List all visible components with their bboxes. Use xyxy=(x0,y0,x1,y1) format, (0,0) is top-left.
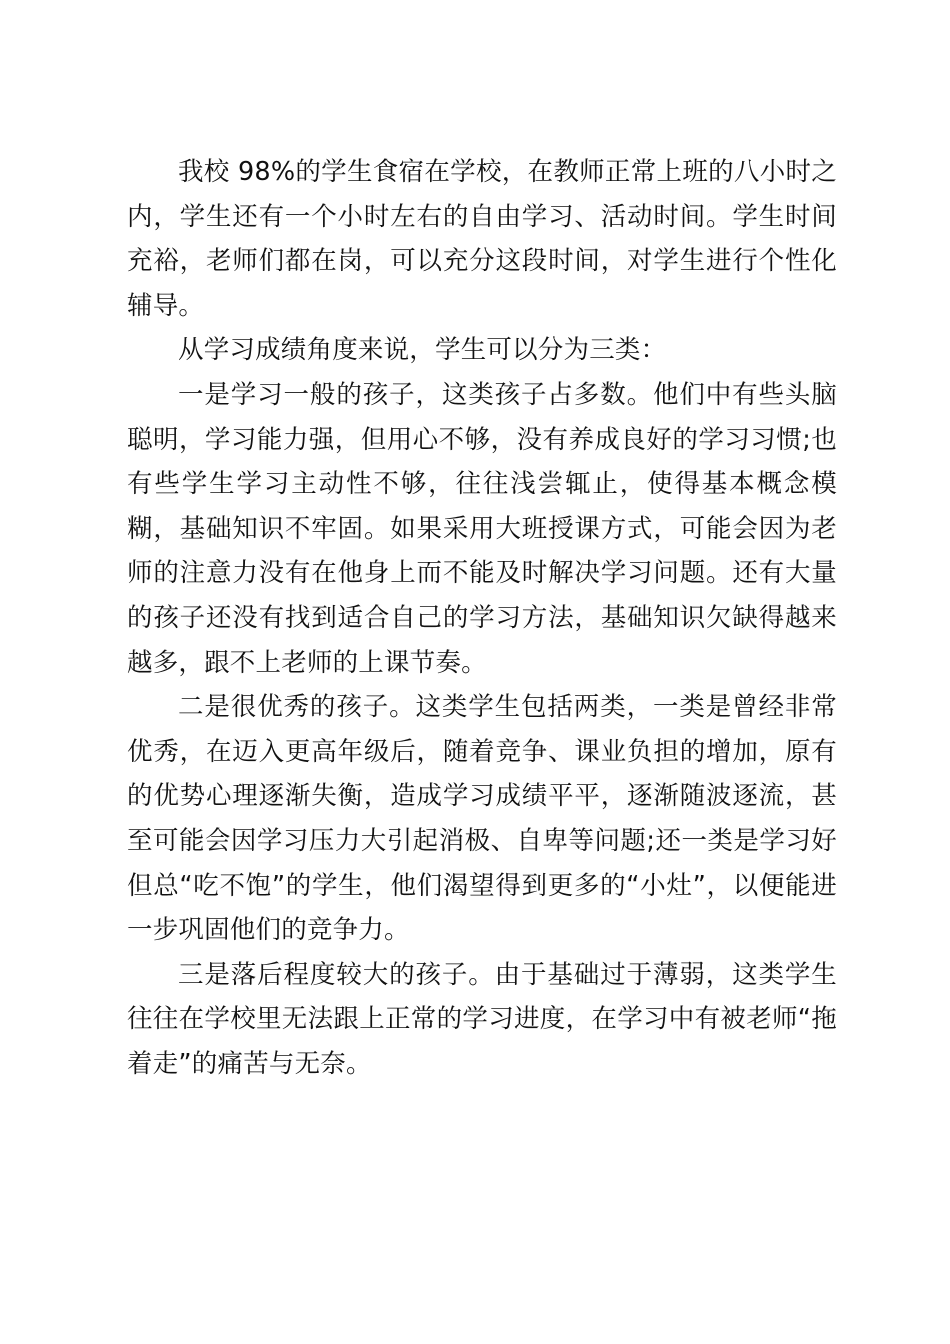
paragraph-three-categories-intro: 从学习成绩角度来说，学生可以分为三类： xyxy=(178,335,667,366)
paragraph-individual-tutoring-time: 我校 98%的学生食宿在学校，在教师正常上班的八小时之内，学生还有一个小时左右的自由学习、活动时间。学生时间充裕，老师们都在岗，可以充分这段时间，对学生进行个性化辅导。 xyxy=(127,157,837,321)
document-body xyxy=(127,150,837,1086)
paragraph-excellent-students: 二是很优秀的孩子。这类学生包括两类，一类是曾经非常优秀，在迈入更高年级后，随着竞争、课业负担的增加，原有的优势心理逐渐失衡，造成学习成绩平平，逐渐随波逐流，甚至可能会因学习压力大引起消极、自卑等问题;还一类是学习好但总“吃不饱”的学生，他们渴望得到更多的“小灶”，以便能进一步巩固他们的竞争力。 xyxy=(127,692,837,946)
paragraph-lagging-students: 三是落后程度较大的孩子。由于基础过于薄弱，这类学生往往在学校里无法跟上正常的学习进度，在学习中有被老师“拖着走”的痛苦与无奈。 xyxy=(127,959,837,1079)
paragraph-average-students: 一是学习一般的孩子，这类孩子占多数。他们中有些头脑聪明，学习能力强，但用心不够，没有养成良好的学习习惯;也有些学生学习主动性不够，往往浅尝辄止，使得基本概念模糊，基础知识不牢固。如果采用大班授课方式，可能会因为老师的注意力没有在他身上而不能及时解决学习问题。还有大量的孩子还没有找到适合自己的学习方法，基础知识欠缺得越来越多，跟不上老师的上课节奏。 xyxy=(127,379,837,678)
